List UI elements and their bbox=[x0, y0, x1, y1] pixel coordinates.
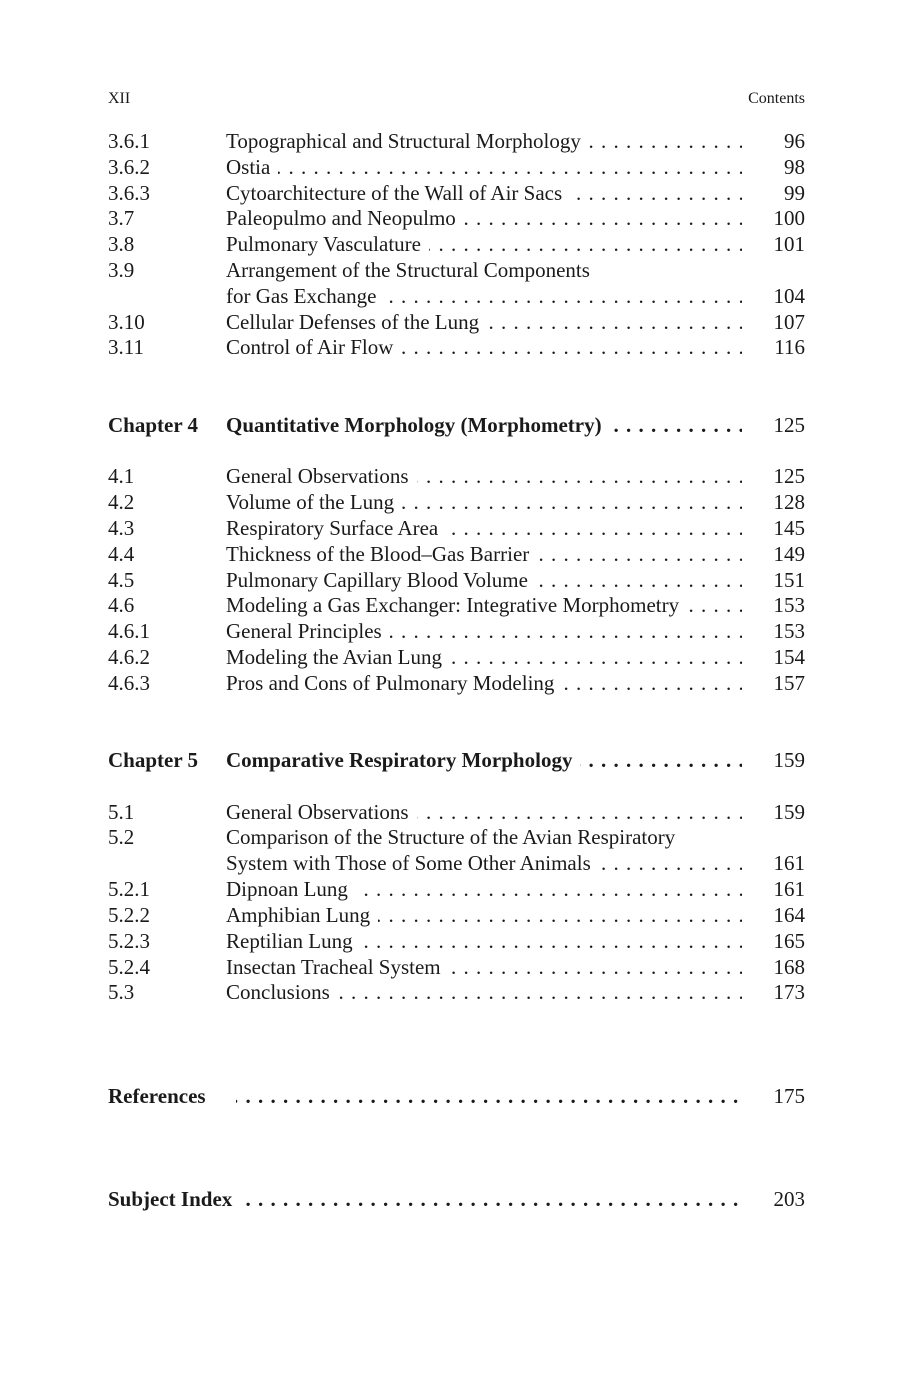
running-title: Contents bbox=[748, 90, 805, 107]
chapter-page: 125 bbox=[773, 413, 805, 437]
toc-entry[interactable] bbox=[108, 231, 805, 257]
toc-entry[interactable] bbox=[108, 799, 805, 825]
chapter-title: Quantitative Morphology (Morphometry) . . . bbox=[226, 412, 742, 438]
toc-entry-title: Reptilian Lung . . . bbox=[226, 928, 742, 954]
toc-entry-title: Amphibian Lung . . . bbox=[226, 902, 742, 928]
toc-entry-title: Paleopulmo and Neopulmo . . . bbox=[226, 205, 742, 231]
toc-entry[interactable] bbox=[108, 128, 805, 154]
toc-entry-title: Dipnoan Lung . . . bbox=[226, 876, 742, 902]
toc-entry-page: 128 bbox=[773, 490, 805, 514]
toc-entry-page: 165 bbox=[773, 929, 805, 953]
toc-entry-page: 145 bbox=[773, 516, 805, 540]
toc-entry-title: Modeling a Gas Exchanger: Integrative Morphometry . . . bbox=[226, 592, 742, 618]
toc-entry-title: Arrangement of the Structural Components bbox=[226, 257, 742, 283]
toc-entry-title: General Observations . . . bbox=[226, 799, 742, 825]
toc-entry[interactable] bbox=[108, 567, 805, 593]
toc-entry[interactable] bbox=[108, 824, 805, 850]
toc-entry-title: Thickness of the Blood–Gas Barrier . . . bbox=[226, 541, 742, 567]
page-number: XII bbox=[108, 90, 131, 107]
toc-entry-number: 4.3 bbox=[108, 516, 135, 540]
toc-entry-title: Conclusions . . . bbox=[226, 979, 742, 1005]
toc-entry-number: 5.3 bbox=[108, 980, 135, 1004]
toc-entry-page: 96 bbox=[784, 129, 805, 153]
toc-entry-page: 149 bbox=[773, 542, 805, 566]
toc-entry[interactable] bbox=[108, 463, 805, 489]
toc-entry-number: 3.8 bbox=[108, 232, 135, 256]
toc-entry-title-continued: for Gas Exchange . . . bbox=[226, 283, 742, 309]
toc-entry-number: 4.1 bbox=[108, 464, 135, 488]
toc-entry[interactable] bbox=[108, 644, 805, 670]
toc-entry-page: 116 bbox=[774, 335, 805, 359]
toc-entry-number: 3.7 bbox=[108, 206, 135, 230]
chapter-page: 159 bbox=[773, 748, 805, 772]
toc-entry-page: 153 bbox=[773, 593, 805, 617]
toc-entry-title-continued: System with Those of Some Other Animals . . . bbox=[226, 850, 742, 876]
toc-entry-title: Volume of the Lung . . . bbox=[226, 489, 742, 515]
toc-entry-page: 168 bbox=[773, 955, 805, 979]
toc-entry-number: 4.6.2 bbox=[108, 645, 150, 669]
toc-entry[interactable] bbox=[108, 979, 805, 1005]
toc-entry-page: 151 bbox=[773, 568, 805, 592]
toc-entry-page: 101 bbox=[773, 232, 805, 256]
toc-entry-number: 3.11 bbox=[108, 335, 144, 359]
subject-index-title: Subject Index . . . bbox=[108, 1186, 742, 1212]
toc-entry[interactable] bbox=[108, 257, 805, 283]
toc-entry-title: Pros and Cons of Pulmonary Modeling . . . bbox=[226, 670, 742, 696]
toc-entry-title: Pulmonary Vasculature . . . bbox=[226, 231, 742, 257]
toc-entry-page: 157 bbox=[773, 671, 805, 695]
toc-entry-page: 107 bbox=[773, 310, 805, 334]
toc-entry-page: 100 bbox=[773, 206, 805, 230]
toc-entry-title: Modeling the Avian Lung . . . bbox=[226, 644, 742, 670]
toc-entry-number: 5.2.1 bbox=[108, 877, 150, 901]
toc-entry-number: 5.2.4 bbox=[108, 955, 150, 979]
toc-chapter-4[interactable] bbox=[108, 412, 805, 438]
toc-entry-number: 5.1 bbox=[108, 800, 135, 824]
toc-entry[interactable] bbox=[108, 309, 805, 335]
toc-entry[interactable] bbox=[108, 876, 805, 902]
toc-entry-title: Insectan Tracheal System . . . bbox=[226, 954, 742, 980]
toc-entry-continuation[interactable] bbox=[108, 283, 805, 309]
toc-entry-continuation[interactable] bbox=[108, 850, 805, 876]
subject-index-page: 203 bbox=[773, 1187, 805, 1211]
toc-entry-page: 125 bbox=[773, 464, 805, 488]
toc-entry-page: 173 bbox=[773, 980, 805, 1004]
toc-entry-number: 3.10 bbox=[108, 310, 145, 334]
references-title: References . . . bbox=[108, 1083, 742, 1109]
toc-entry-page: 104 bbox=[773, 284, 805, 308]
toc-entry[interactable] bbox=[108, 334, 805, 360]
toc-entry-page: 153 bbox=[773, 619, 805, 643]
toc-entry-number: 3.9 bbox=[108, 258, 135, 282]
toc-entry-title: Respiratory Surface Area . . . bbox=[226, 515, 742, 541]
toc-entry[interactable] bbox=[108, 515, 805, 541]
toc-entry-title: General Observations . . . bbox=[226, 463, 742, 489]
toc-entry-number: 3.6.1 bbox=[108, 129, 150, 153]
toc-entry[interactable] bbox=[108, 180, 805, 206]
references-page: 175 bbox=[773, 1084, 805, 1108]
toc-entry-title: Cellular Defenses of the Lung . . . bbox=[226, 309, 742, 335]
toc-entry-number: 4.6 bbox=[108, 593, 135, 617]
toc-entry-page: 159 bbox=[773, 800, 805, 824]
toc-entry-title: Control of Air Flow . . . bbox=[226, 334, 742, 360]
toc-entry[interactable] bbox=[108, 541, 805, 567]
toc-subject-index[interactable] bbox=[108, 1186, 805, 1212]
toc-entry-number: 4.5 bbox=[108, 568, 135, 592]
toc-entry-page: 98 bbox=[784, 155, 805, 179]
toc-entry-page: 154 bbox=[773, 645, 805, 669]
toc-entry[interactable] bbox=[108, 954, 805, 980]
toc-entry-number: 3.6.3 bbox=[108, 181, 150, 205]
toc-entry-number: 5.2.2 bbox=[108, 903, 150, 927]
toc-entry-title: General Principles . . . bbox=[226, 618, 742, 644]
toc-references[interactable] bbox=[108, 1083, 805, 1109]
chapter-number: Chapter 4 bbox=[108, 413, 199, 437]
toc-chapter-5[interactable] bbox=[108, 747, 805, 773]
toc-entry-title: Pulmonary Capillary Blood Volume . . . bbox=[226, 567, 742, 593]
toc-entry[interactable] bbox=[108, 154, 805, 180]
toc-entry[interactable] bbox=[108, 205, 805, 231]
toc-entry-number: 4.6.3 bbox=[108, 671, 150, 695]
toc-entry-title: Cytoarchitecture of the Wall of Air Sacs . . . bbox=[226, 180, 742, 206]
toc-entry-number: 4.4 bbox=[108, 542, 135, 566]
toc-entry-number: 3.6.2 bbox=[108, 155, 150, 179]
toc-entry-number: 4.6.1 bbox=[108, 619, 150, 643]
toc-entry-number: 5.2 bbox=[108, 825, 135, 849]
toc-entry[interactable] bbox=[108, 670, 805, 696]
toc-entry-number: 5.2.3 bbox=[108, 929, 150, 953]
toc-entry[interactable] bbox=[108, 489, 805, 515]
toc-entry-title: Ostia . . . bbox=[226, 154, 742, 180]
toc-entry-title: Topographical and Structural Morphology . . . bbox=[226, 128, 742, 154]
chapter-number: Chapter 5 bbox=[108, 748, 199, 772]
toc-entry[interactable] bbox=[108, 592, 805, 618]
toc-entry[interactable] bbox=[108, 928, 805, 954]
toc-entry[interactable] bbox=[108, 618, 805, 644]
toc-entry[interactable] bbox=[108, 902, 805, 928]
toc-entry-number: 4.2 bbox=[108, 490, 135, 514]
toc-entry-page: 161 bbox=[773, 851, 805, 875]
toc-entry-page: 164 bbox=[773, 903, 805, 927]
chapter-title: Comparative Respiratory Morphology . . . bbox=[226, 747, 742, 773]
toc-entry-title: Comparison of the Structure of the Avian Respiratory bbox=[226, 824, 742, 850]
toc-entry-page: 161 bbox=[773, 877, 805, 901]
toc-entry-page: 99 bbox=[784, 181, 805, 205]
